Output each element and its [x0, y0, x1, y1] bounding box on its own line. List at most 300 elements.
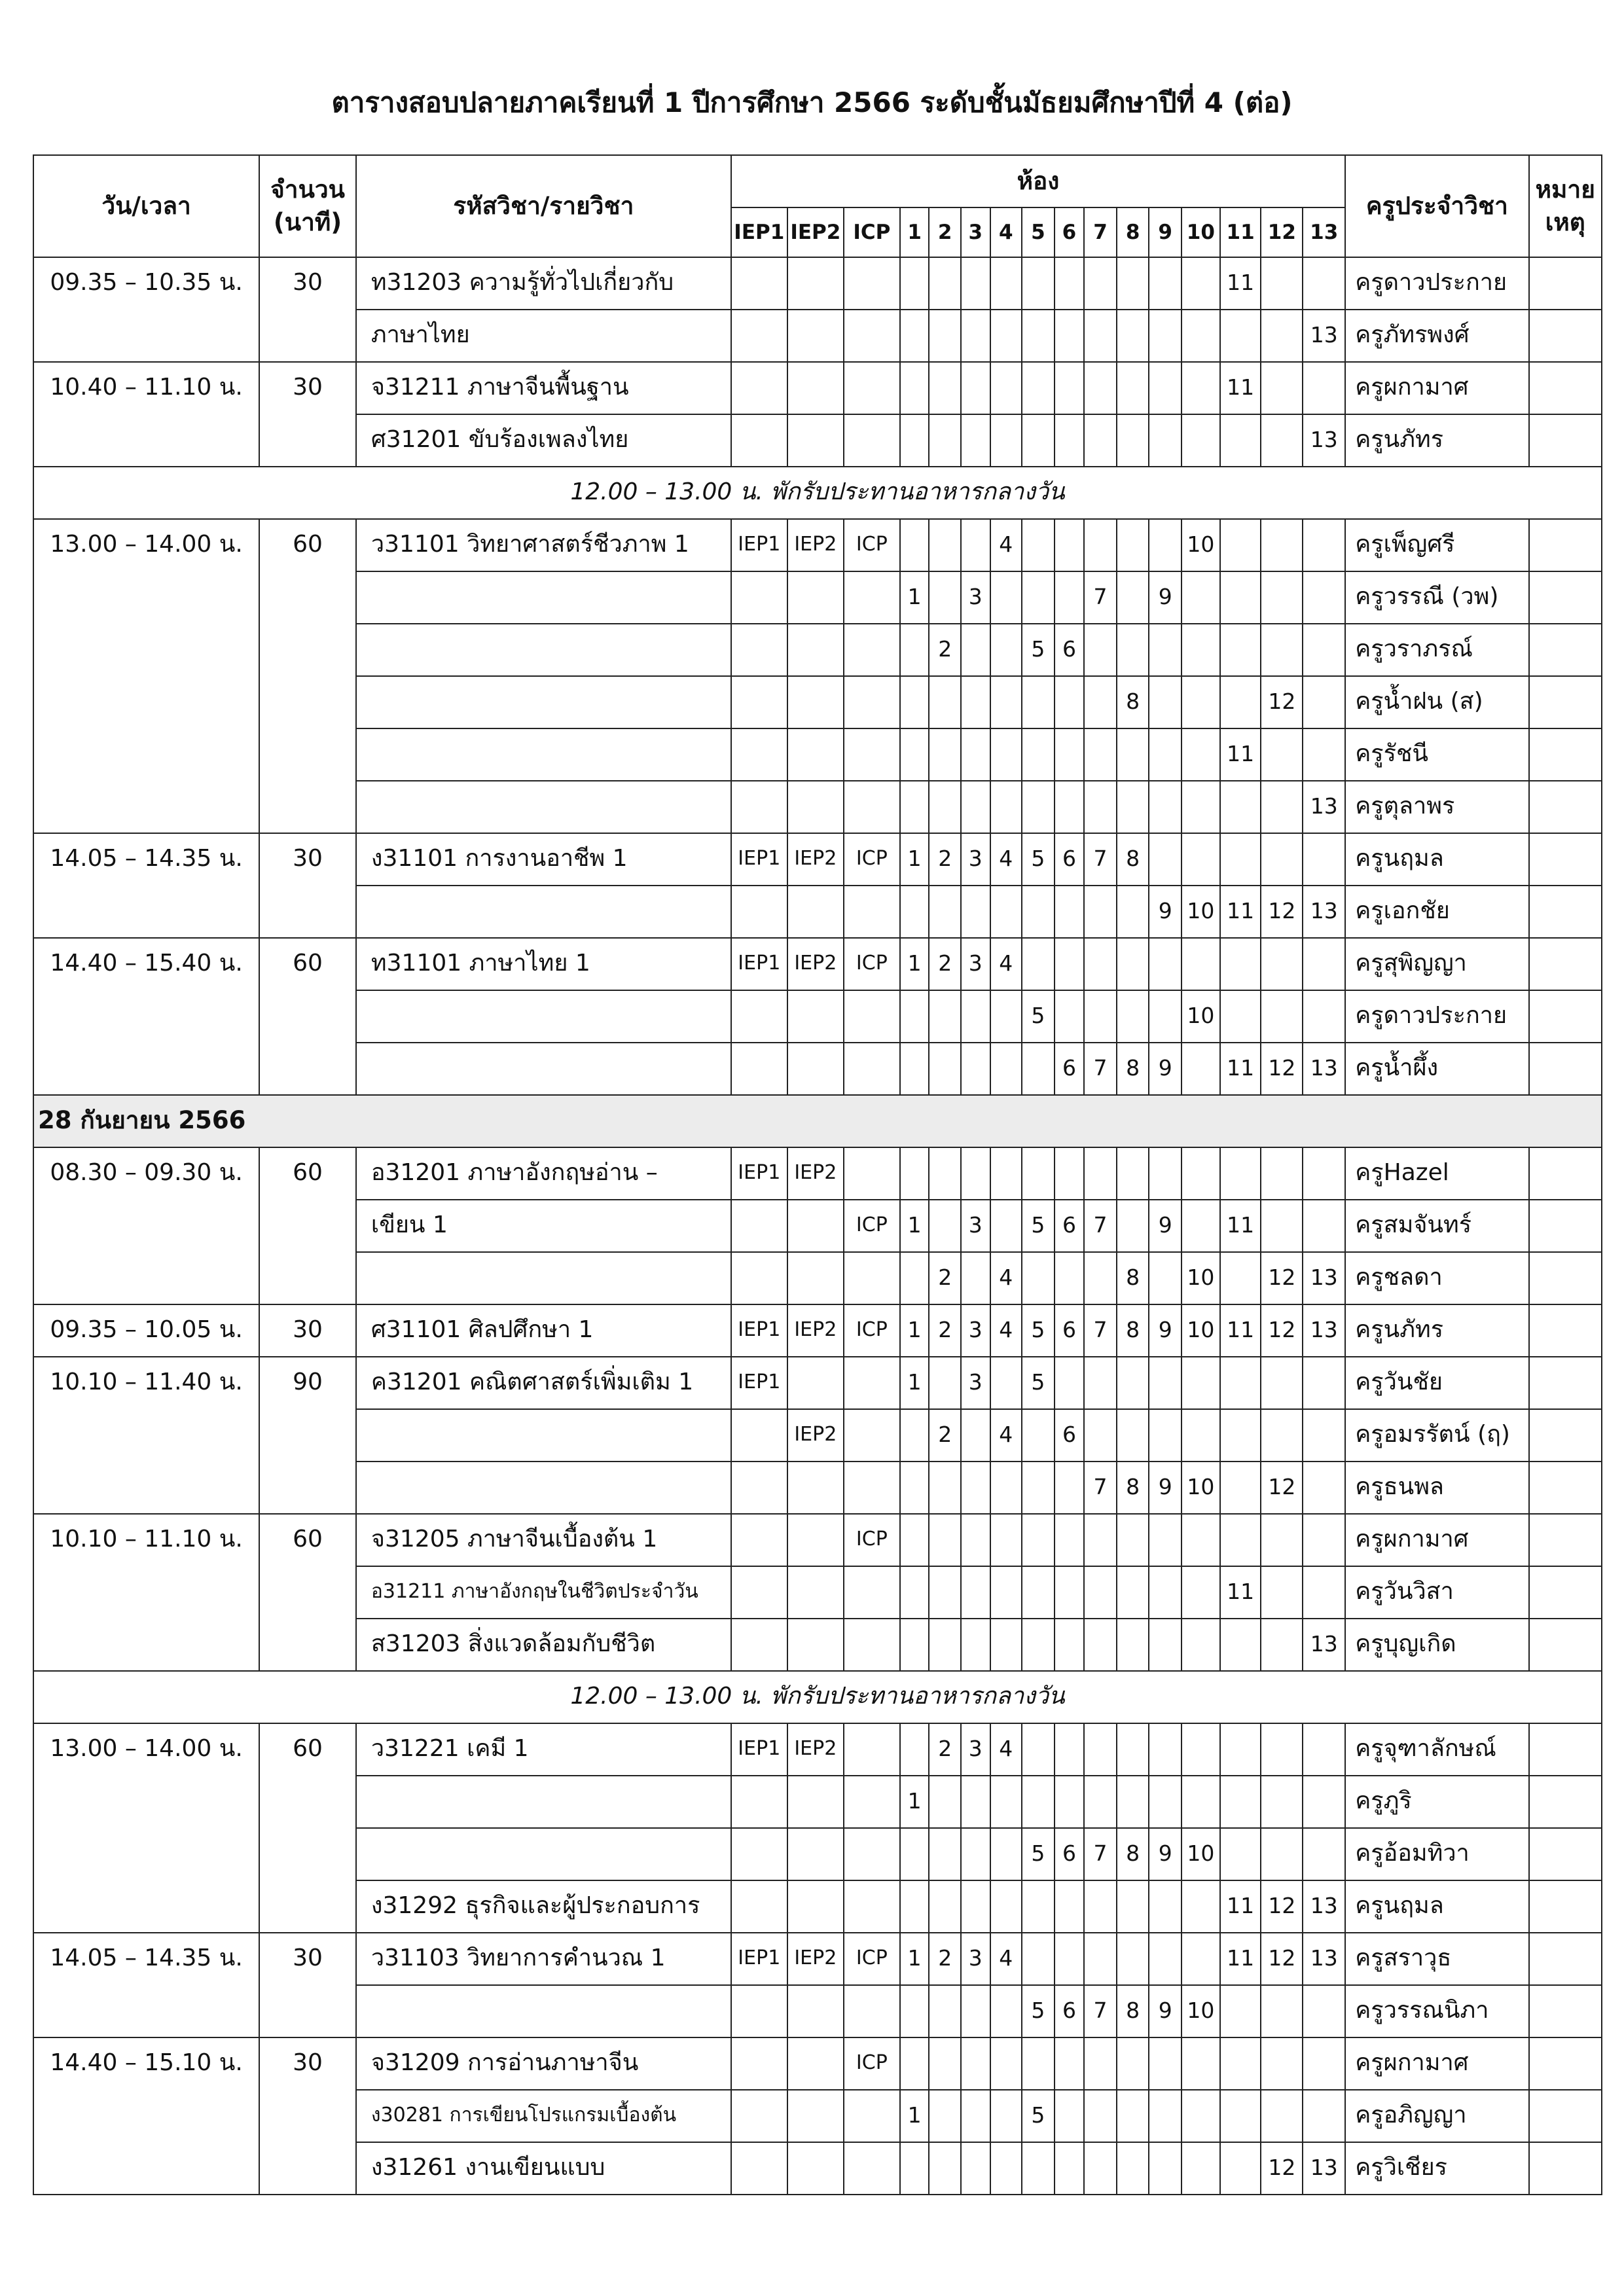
- room-cell: 12: [1261, 1304, 1303, 1357]
- room-cell: [844, 886, 900, 938]
- exam-duration: 30: [259, 1304, 356, 1357]
- room-cell: [731, 990, 787, 1043]
- subject-cell: ท31203 ความรู้ทั่วไปเกี่ยวกับ: [356, 257, 731, 310]
- room-cell: [1117, 728, 1149, 781]
- room-cell: IEP2: [787, 1723, 844, 1776]
- table-row: [33, 1147, 1602, 1200]
- room-cell: [1084, 414, 1117, 467]
- room-cell: [1220, 1723, 1261, 1776]
- room-cell: [844, 1043, 900, 1095]
- room-cell: 13: [1303, 1252, 1345, 1304]
- room-header-iep1: IEP1: [731, 207, 787, 257]
- room-cell: IEP1: [731, 833, 787, 886]
- room-cell: [929, 362, 961, 414]
- room-cell: [929, 1566, 961, 1619]
- room-cell: [1261, 990, 1303, 1043]
- note-cell: [1529, 1357, 1602, 1409]
- room-cell: [900, 1409, 929, 1462]
- room-cell: [1117, 362, 1149, 414]
- room-cell: [990, 1776, 1022, 1828]
- room-header-7: 7: [1084, 207, 1117, 257]
- room-cell: [961, 1776, 990, 1828]
- room-cell: IEP1: [731, 1933, 787, 1985]
- teacher-cell: ครูเพ็ญศรี: [1345, 519, 1528, 571]
- room-cell: [1117, 2090, 1149, 2142]
- room-cell: [1303, 362, 1345, 414]
- room-cell: ICP: [844, 833, 900, 886]
- room-cell: [1261, 1147, 1303, 1200]
- room-cell: 11: [1220, 886, 1261, 938]
- teacher-cell: ครูวิเชียร: [1345, 2142, 1528, 2195]
- subject-cell: ง31261 งานเขียนแบบ: [356, 2142, 731, 2195]
- room-cell: [787, 1514, 844, 1566]
- room-cell: [1084, 1880, 1117, 1933]
- room-cell: 8: [1117, 1043, 1149, 1095]
- room-cell: 12: [1261, 1043, 1303, 1095]
- note-cell: [1529, 1566, 1602, 1619]
- room-cell: [1182, 1043, 1220, 1095]
- room-cell: [1117, 624, 1149, 676]
- note-cell: [1529, 257, 1602, 310]
- room-cell: [731, 1619, 787, 1671]
- room-cell: [990, 414, 1022, 467]
- room-cell: [1022, 1933, 1055, 1985]
- room-cell: 3: [961, 833, 990, 886]
- room-cell: [1055, 1357, 1085, 1409]
- room-cell: [961, 414, 990, 467]
- room-cell: 2: [929, 938, 961, 990]
- room-cell: 9: [1149, 886, 1182, 938]
- table-row: [33, 1723, 1602, 1776]
- room-cell: [1182, 362, 1220, 414]
- room-cell: 13: [1303, 1304, 1345, 1357]
- room-cell: 12: [1261, 886, 1303, 938]
- teacher-cell: ครูจุฑาลักษณ์: [1345, 1723, 1528, 1776]
- room-cell: 10: [1182, 1462, 1220, 1514]
- room-cell: [844, 728, 900, 781]
- room-cell: [1022, 1409, 1055, 1462]
- room-cell: [929, 1357, 961, 1409]
- schedule-body: [33, 257, 1602, 2195]
- exam-time: 10.10 – 11.10 น.: [33, 1514, 259, 1671]
- room-cell: [1220, 2037, 1261, 2090]
- room-cell: [1303, 519, 1345, 571]
- room-cell: [1149, 414, 1182, 467]
- subject-cell: [356, 1462, 731, 1514]
- room-cell: [731, 1252, 787, 1304]
- room-cell: [844, 1566, 900, 1619]
- room-cell: [961, 1828, 990, 1880]
- room-cell: [1055, 886, 1085, 938]
- room-cell: IEP1: [731, 519, 787, 571]
- room-cell: [1084, 2037, 1117, 2090]
- room-cell: [1220, 1409, 1261, 1462]
- teacher-cell: ครูวรรณนิภา: [1345, 1985, 1528, 2037]
- room-cell: [1261, 1619, 1303, 1671]
- room-cell: [1149, 624, 1182, 676]
- room-cell: [731, 1200, 787, 1252]
- room-cell: [844, 571, 900, 624]
- room-cell: [900, 676, 929, 728]
- date-row: [33, 1095, 1602, 1147]
- room-cell: 1: [900, 938, 929, 990]
- room-cell: 9: [1149, 571, 1182, 624]
- room-cell: IEP2: [787, 1304, 844, 1357]
- teacher-cell: ครูดาวประกาย: [1345, 257, 1528, 310]
- room-cell: [990, 362, 1022, 414]
- room-cell: [1149, 1880, 1182, 1933]
- room-cell: [1182, 781, 1220, 833]
- room-cell: 3: [961, 938, 990, 990]
- room-cell: [731, 1514, 787, 1566]
- room-cell: [961, 676, 990, 728]
- room-cell: [900, 1147, 929, 1200]
- room-cell: [787, 1566, 844, 1619]
- room-cell: [844, 1357, 900, 1409]
- table-row: [33, 362, 1602, 414]
- subject-cell: [356, 728, 731, 781]
- room-cell: [1055, 2037, 1085, 2090]
- room-cell: [731, 1409, 787, 1462]
- teacher-cell: ครูนภัทร: [1345, 1304, 1528, 1357]
- room-cell: [1303, 1776, 1345, 1828]
- room-cell: 7: [1084, 1200, 1117, 1252]
- room-cell: 4: [990, 1723, 1022, 1776]
- room-cell: [787, 1985, 844, 2037]
- room-cell: [1220, 310, 1261, 362]
- subject-cell: ง31101 การงานอาชีพ 1: [356, 833, 731, 886]
- exam-duration: 30: [259, 2037, 356, 2195]
- note-cell: [1529, 571, 1602, 624]
- room-cell: [1149, 1252, 1182, 1304]
- room-cell: 12: [1261, 1252, 1303, 1304]
- note-cell: [1529, 1147, 1602, 1200]
- room-cell: [731, 886, 787, 938]
- room-cell: [990, 1985, 1022, 2037]
- room-cell: [1084, 990, 1117, 1043]
- room-cell: [731, 624, 787, 676]
- room-cell: [1261, 1828, 1303, 1880]
- room-cell: 1: [900, 1200, 929, 1252]
- room-cell: [1149, 1723, 1182, 1776]
- note-cell: [1529, 781, 1602, 833]
- room-cell: 5: [1022, 1357, 1055, 1409]
- room-cell: [1117, 781, 1149, 833]
- room-cell: [1220, 414, 1261, 467]
- room-header-3: 3: [961, 207, 990, 257]
- room-cell: [1303, 990, 1345, 1043]
- room-cell: [1261, 2037, 1303, 2090]
- room-cell: 11: [1220, 1566, 1261, 1619]
- subject-cell: [356, 571, 731, 624]
- room-cell: [990, 1043, 1022, 1095]
- room-cell: [929, 676, 961, 728]
- room-cell: [1084, 1252, 1117, 1304]
- room-cell: [1055, 990, 1085, 1043]
- room-cell: [929, 414, 961, 467]
- room-cell: [961, 1043, 990, 1095]
- room-cell: [1303, 1147, 1345, 1200]
- room-cell: [1117, 938, 1149, 990]
- room-cell: 2: [929, 1304, 961, 1357]
- room-cell: [731, 2090, 787, 2142]
- room-cell: [1182, 414, 1220, 467]
- room-cell: [1261, 781, 1303, 833]
- room-cell: [1261, 1357, 1303, 1409]
- room-cell: 9: [1149, 1462, 1182, 1514]
- note-cell: [1529, 886, 1602, 938]
- header-duration-line1: จำนวน: [270, 175, 345, 204]
- room-cell: [1117, 1776, 1149, 1828]
- room-cell: [929, 519, 961, 571]
- room-cell: [1022, 571, 1055, 624]
- room-cell: [961, 728, 990, 781]
- room-cell: 11: [1220, 362, 1261, 414]
- room-cell: [1182, 1933, 1220, 1985]
- room-header-iep2: IEP2: [787, 207, 844, 257]
- subject-cell: ว31101 วิทยาศาสตร์ชีวภาพ 1: [356, 519, 731, 571]
- room-cell: [1117, 1566, 1149, 1619]
- room-cell: [1303, 1409, 1345, 1462]
- room-cell: 3: [961, 1304, 990, 1357]
- room-cell: [1149, 519, 1182, 571]
- room-cell: [731, 1566, 787, 1619]
- note-cell: [1529, 1304, 1602, 1357]
- room-cell: 11: [1220, 1880, 1261, 1933]
- room-cell: [1303, 257, 1345, 310]
- teacher-cell: ครูน้ำผึ้ง: [1345, 1043, 1528, 1095]
- subject-cell: [356, 1985, 731, 2037]
- room-cell: [961, 1985, 990, 2037]
- header-note-line2: เหตุ: [1545, 208, 1585, 236]
- subject-cell: ภาษาไทย: [356, 310, 731, 362]
- room-cell: [929, 1147, 961, 1200]
- room-cell: [1182, 1723, 1220, 1776]
- room-cell: [1149, 938, 1182, 990]
- room-cell: [787, 1776, 844, 1828]
- room-cell: [990, 1147, 1022, 1200]
- room-cell: 11: [1220, 1304, 1261, 1357]
- room-header-2: 2: [929, 207, 961, 257]
- room-cell: ICP: [844, 519, 900, 571]
- room-cell: 7: [1084, 1043, 1117, 1095]
- room-cell: [929, 310, 961, 362]
- teacher-cell: ครูดาวประกาย: [1345, 990, 1528, 1043]
- room-cell: [787, 1462, 844, 1514]
- room-cell: [961, 1566, 990, 1619]
- room-cell: [1182, 624, 1220, 676]
- room-cell: [787, 990, 844, 1043]
- room-cell: [929, 571, 961, 624]
- room-cell: [731, 362, 787, 414]
- room-cell: [1303, 1514, 1345, 1566]
- room-cell: 13: [1303, 414, 1345, 467]
- room-cell: [1022, 1566, 1055, 1619]
- room-cell: [1220, 833, 1261, 886]
- room-cell: [731, 414, 787, 467]
- room-cell: [731, 2037, 787, 2090]
- room-cell: [1303, 1566, 1345, 1619]
- room-cell: [1084, 1776, 1117, 1828]
- room-cell: 10: [1182, 1252, 1220, 1304]
- room-cell: [1182, 257, 1220, 310]
- subject-cell: [356, 1252, 731, 1304]
- room-cell: [1022, 310, 1055, 362]
- room-cell: [961, 257, 990, 310]
- room-cell: [1084, 1566, 1117, 1619]
- room-cell: 5: [1022, 2090, 1055, 2142]
- room-cell: [1117, 1357, 1149, 1409]
- header-time: วัน/เวลา: [33, 155, 259, 257]
- teacher-cell: ครูสราวุธ: [1345, 1933, 1528, 1985]
- room-cell: 12: [1261, 1933, 1303, 1985]
- room-cell: 5: [1022, 833, 1055, 886]
- room-header-8: 8: [1117, 207, 1149, 257]
- room-cell: [990, 676, 1022, 728]
- room-cell: 13: [1303, 310, 1345, 362]
- room-cell: [990, 624, 1022, 676]
- room-cell: [1022, 2037, 1055, 2090]
- room-cell: [1303, 1462, 1345, 1514]
- room-cell: 4: [990, 519, 1022, 571]
- room-cell: [1303, 1200, 1345, 1252]
- room-cell: [1149, 310, 1182, 362]
- subject-cell: ค31201 คณิตศาสตร์เพิ่มเติม 1: [356, 1357, 731, 1409]
- room-cell: 12: [1261, 676, 1303, 728]
- teacher-cell: ครูผกามาศ: [1345, 362, 1528, 414]
- room-cell: [990, 728, 1022, 781]
- room-cell: [1022, 519, 1055, 571]
- room-cell: 9: [1149, 1043, 1182, 1095]
- room-cell: [844, 2090, 900, 2142]
- room-cell: 3: [961, 1200, 990, 1252]
- room-cell: [1055, 519, 1085, 571]
- room-cell: 4: [990, 1304, 1022, 1357]
- room-cell: [731, 728, 787, 781]
- room-cell: 2: [929, 833, 961, 886]
- room-cell: ICP: [844, 1933, 900, 1985]
- room-cell: 10: [1182, 519, 1220, 571]
- room-cell: IEP1: [731, 1304, 787, 1357]
- room-cell: [1022, 2142, 1055, 2195]
- room-cell: [1084, 886, 1117, 938]
- room-cell: [1022, 1880, 1055, 1933]
- room-cell: [900, 257, 929, 310]
- room-cell: [1182, 2037, 1220, 2090]
- room-cell: [1303, 624, 1345, 676]
- room-cell: [929, 1200, 961, 1252]
- room-cell: [990, 2142, 1022, 2195]
- room-cell: IEP2: [787, 1933, 844, 1985]
- room-cell: [1055, 1776, 1085, 1828]
- teacher-cell: ครูบุญเกิด: [1345, 1619, 1528, 1671]
- header-note-line1: หมาย: [1535, 175, 1595, 204]
- exam-time: 09.35 – 10.05 น.: [33, 1304, 259, 1357]
- room-cell: [1117, 1200, 1149, 1252]
- teacher-cell: ครูวันวิสา: [1345, 1566, 1528, 1619]
- room-cell: [1055, 1462, 1085, 1514]
- room-cell: [1261, 833, 1303, 886]
- subject-cell: ง31292 ธุรกิจและผู้ประกอบการ: [356, 1880, 731, 1933]
- room-cell: [900, 1723, 929, 1776]
- room-cell: [1022, 886, 1055, 938]
- room-cell: [1084, 2142, 1117, 2195]
- room-cell: 12: [1261, 1462, 1303, 1514]
- note-cell: [1529, 1200, 1602, 1252]
- room-cell: [1220, 781, 1261, 833]
- room-cell: 9: [1149, 1828, 1182, 1880]
- room-cell: [1055, 1514, 1085, 1566]
- room-cell: [1117, 1147, 1149, 1200]
- room-cell: 5: [1022, 624, 1055, 676]
- room-cell: 6: [1055, 833, 1085, 886]
- room-cell: IEP1: [731, 1357, 787, 1409]
- room-cell: [1022, 1043, 1055, 1095]
- room-cell: [990, 1514, 1022, 1566]
- room-cell: [1055, 257, 1085, 310]
- table-row: [33, 1514, 1602, 1566]
- room-cell: [1220, 571, 1261, 624]
- room-cell: [900, 886, 929, 938]
- subject-cell: จ31205 ภาษาจีนเบื้องต้น 1: [356, 1514, 731, 1566]
- header-rooms: ห้อง: [731, 155, 1345, 207]
- room-cell: [1055, 1723, 1085, 1776]
- exam-duration: 60: [259, 938, 356, 1095]
- exam-time: 14.05 – 14.35 น.: [33, 1933, 259, 2037]
- room-cell: [990, 2090, 1022, 2142]
- note-cell: [1529, 676, 1602, 728]
- room-cell: 11: [1220, 1933, 1261, 1985]
- room-cell: [961, 990, 990, 1043]
- room-cell: [1182, 728, 1220, 781]
- room-cell: [961, 1252, 990, 1304]
- room-cell: 8: [1117, 1828, 1149, 1880]
- room-cell: [1117, 257, 1149, 310]
- room-cell: [731, 1828, 787, 1880]
- room-cell: [1117, 1880, 1149, 1933]
- exam-duration: 60: [259, 1514, 356, 1671]
- room-cell: [1220, 624, 1261, 676]
- room-cell: [1220, 1828, 1261, 1880]
- room-cell: [844, 257, 900, 310]
- subject-cell: [356, 886, 731, 938]
- subject-cell: [356, 624, 731, 676]
- header-note: [1529, 155, 1602, 257]
- note-cell: [1529, 362, 1602, 414]
- room-cell: [787, 1200, 844, 1252]
- exam-time: 14.05 – 14.35 น.: [33, 833, 259, 938]
- room-cell: [1303, 2037, 1345, 2090]
- room-cell: [1220, 2090, 1261, 2142]
- subject-cell: ง30281 การเขียนโปรแกรมเบื้องต้น: [356, 2090, 731, 2142]
- room-cell: [787, 1619, 844, 1671]
- room-cell: ICP: [844, 1514, 900, 1566]
- room-header-13: 13: [1303, 207, 1345, 257]
- room-cell: 9: [1149, 1985, 1182, 2037]
- room-cell: [1303, 728, 1345, 781]
- room-cell: [787, 676, 844, 728]
- room-cell: [1055, 571, 1085, 624]
- room-cell: [1261, 938, 1303, 990]
- room-cell: [787, 362, 844, 414]
- note-cell: [1529, 833, 1602, 886]
- room-cell: [844, 310, 900, 362]
- teacher-cell: ครูผกามาศ: [1345, 2037, 1528, 2090]
- exam-time: 14.40 – 15.40 น.: [33, 938, 259, 1095]
- room-cell: [1261, 414, 1303, 467]
- room-cell: [1149, 1147, 1182, 1200]
- room-cell: IEP2: [787, 1147, 844, 1200]
